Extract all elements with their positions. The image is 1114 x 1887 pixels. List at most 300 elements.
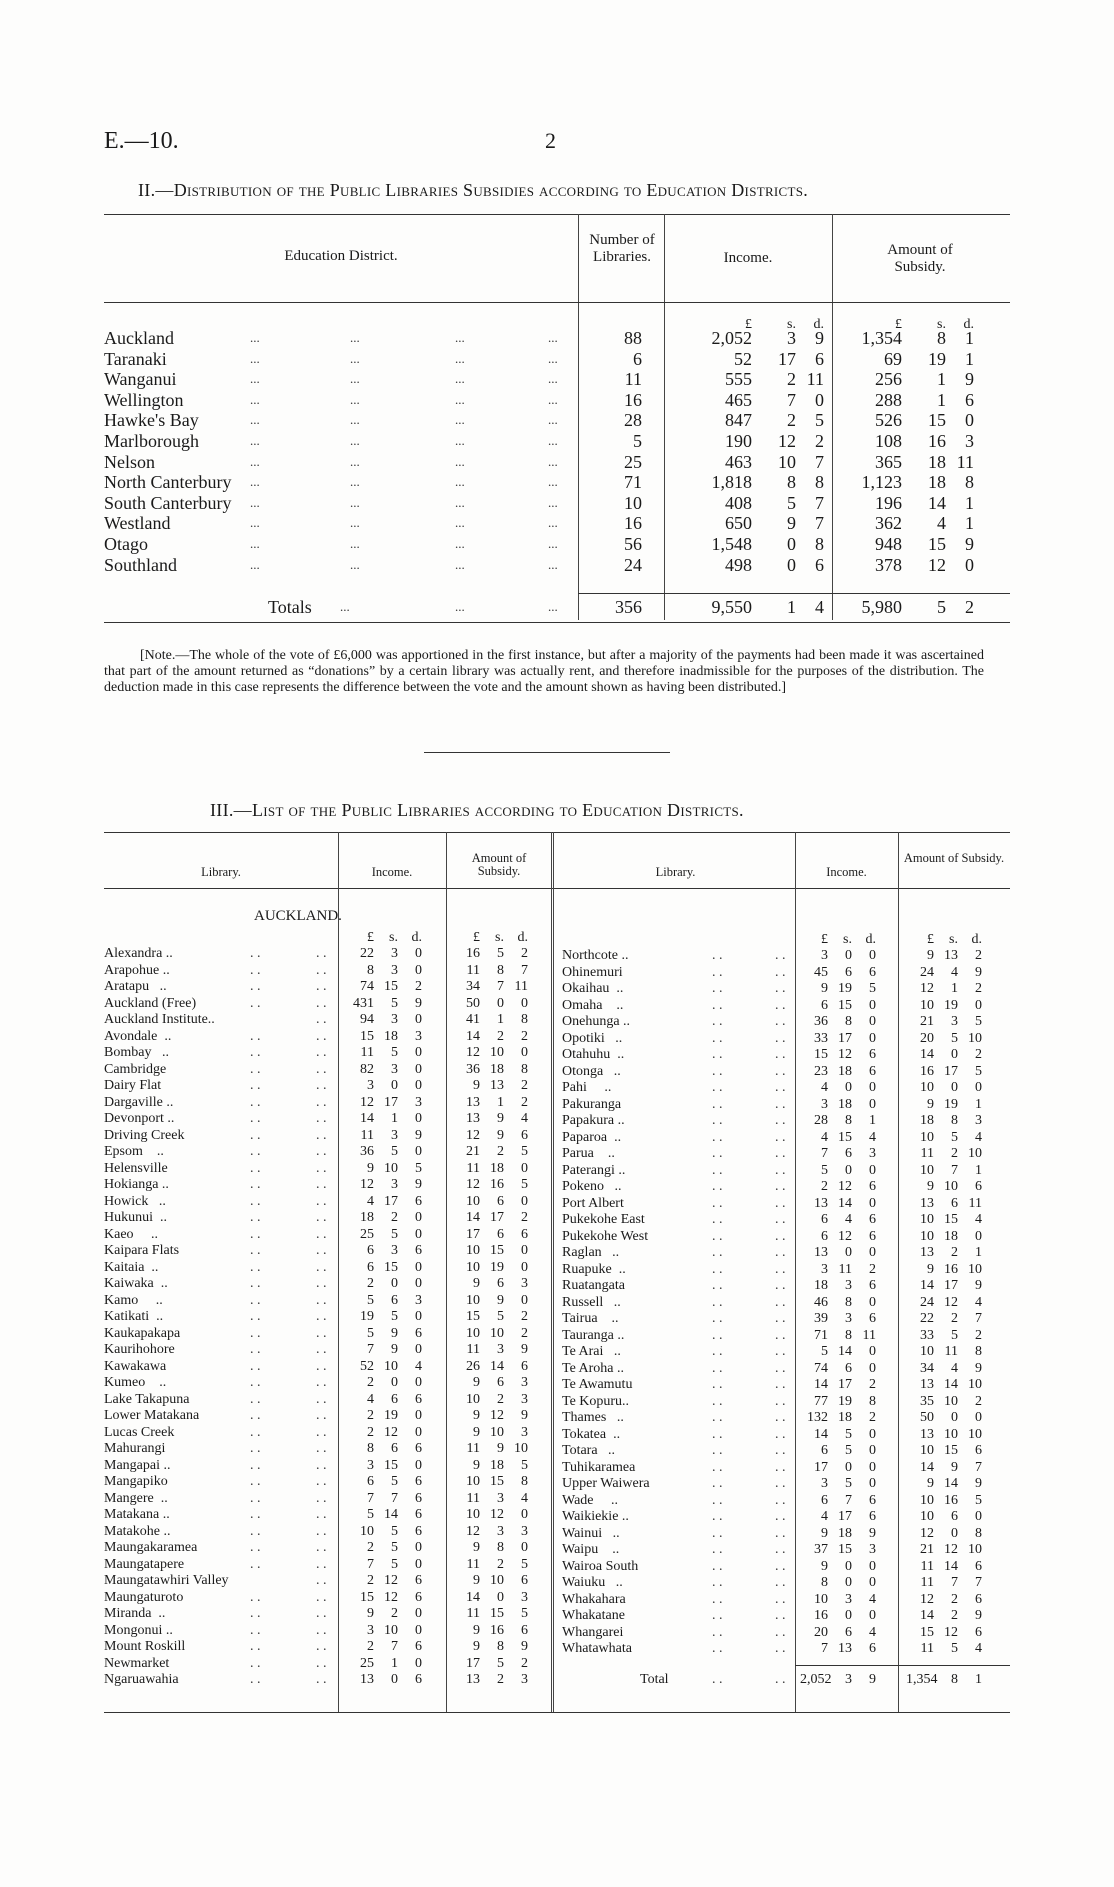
- library-name: Parua ..: [562, 1146, 615, 1161]
- subsidy-pence: 10: [968, 1542, 982, 1557]
- income-shillings: 5: [391, 1226, 398, 1242]
- leader-dots: . .: [712, 1245, 723, 1260]
- leader-dots: . .: [316, 1589, 327, 1605]
- income-pounds: 46: [814, 1294, 828, 1310]
- income-pounds: 3: [367, 1457, 374, 1473]
- library-name: Whakatane: [562, 1608, 625, 1623]
- subsidy-pence: 8: [975, 1344, 982, 1359]
- income-pounds: 9: [367, 1160, 374, 1176]
- subsidy-shillings: 17: [490, 1210, 504, 1225]
- table2-header-rule: [104, 302, 1010, 303]
- leader-dots: . .: [775, 1624, 786, 1640]
- leader-dots: . .: [775, 1047, 786, 1062]
- library-name: Whakahara: [562, 1591, 626, 1607]
- library-name: Alexandra ..: [104, 946, 173, 961]
- income-pence: 0: [869, 1360, 876, 1376]
- subsidy-unit-label: s.: [937, 317, 946, 332]
- subsidy-pence: 4: [521, 1111, 528, 1126]
- income-shillings: 6: [391, 1292, 398, 1308]
- leader-dots: ...: [350, 330, 360, 345]
- leader-dots: . .: [712, 1278, 723, 1293]
- leader-dots: . .: [712, 1129, 723, 1145]
- leader-dots: ...: [548, 453, 558, 469]
- income-shillings: 5: [391, 995, 398, 1011]
- subsidy-shillings: 13: [944, 948, 958, 963]
- income-pence: 5: [869, 981, 876, 996]
- income-pence: 4: [869, 1624, 876, 1640]
- subsidy-pounds: 9: [927, 948, 934, 963]
- income-pounds: 20: [814, 1624, 828, 1640]
- subsidy-pence: 6: [521, 1226, 528, 1242]
- subsidy-unit-label: £: [895, 317, 902, 332]
- subsidy-pounds: 365: [875, 451, 902, 472]
- table3-total-rule: [795, 1665, 1010, 1666]
- leader-dots: . .: [775, 1509, 786, 1524]
- leader-dots: . .: [316, 1061, 327, 1077]
- income-shillings: 9: [391, 1325, 398, 1341]
- income-shillings: 10: [384, 1358, 398, 1374]
- leader-dots: . .: [316, 1672, 327, 1687]
- subsidy-pounds: 11: [920, 1575, 934, 1590]
- income-shillings: 0: [845, 1459, 852, 1475]
- subsidy-shillings: 7: [951, 1162, 958, 1178]
- leader-dots: ...: [250, 494, 260, 510]
- unit-label: £: [367, 930, 374, 945]
- leader-dots: . .: [250, 1490, 261, 1506]
- income-pounds: 9: [821, 981, 828, 996]
- totals-income-pounds: 9,550: [711, 597, 752, 617]
- income-pounds: 2,052: [711, 328, 752, 348]
- library-name: Ruapuke ..: [562, 1261, 626, 1277]
- income-pence: 6: [415, 1441, 422, 1456]
- subsidy-shillings: 15: [490, 1606, 504, 1621]
- district-name: Southland: [104, 554, 178, 575]
- income-shillings: 15: [384, 979, 398, 994]
- income-shillings: 3: [845, 1591, 852, 1607]
- subsidy-pence: 6: [975, 1443, 982, 1458]
- table3-right-header-library: Library.: [655, 865, 696, 879]
- unit-label: £: [821, 932, 828, 947]
- subsidy-shillings: 9: [497, 1441, 504, 1456]
- library-count: 28: [624, 410, 642, 431]
- table-row: [0, 1542, 1114, 1558]
- income-shillings: 7: [391, 1490, 398, 1506]
- income-pence: 0: [415, 1556, 422, 1572]
- income-pence: 9: [415, 1177, 422, 1192]
- subsidy-pence: 4: [975, 1641, 982, 1656]
- subsidy-pence: 0: [521, 1540, 528, 1555]
- leader-dots: . .: [250, 1210, 261, 1225]
- subsidy-pence: 10: [514, 1441, 528, 1456]
- income-shillings: 0: [391, 1078, 398, 1093]
- subsidy-pounds: 10: [466, 1193, 480, 1209]
- income-pence: 0: [415, 1111, 422, 1126]
- table-row: [0, 1443, 1114, 1459]
- income-pence: 4: [869, 1591, 876, 1607]
- library-name: Papakura ..: [562, 1113, 625, 1128]
- leader-dots: ...: [350, 515, 360, 531]
- income-pounds: 14: [360, 1111, 374, 1126]
- income-shillings: 3: [845, 1311, 852, 1326]
- library-name: Matakana ..: [104, 1507, 170, 1522]
- subsidy-pounds: 10: [466, 1391, 480, 1407]
- leader-dots: . .: [712, 1030, 723, 1046]
- subsidy-pence: 6: [975, 1591, 982, 1607]
- table3-title-text: List of the Public Libraries according to Education Districts.: [251, 800, 744, 820]
- income-pence: 4: [869, 1129, 876, 1145]
- income-pence: 6: [869, 1212, 876, 1227]
- subsidy-pounds: 256: [875, 369, 902, 390]
- leader-dots: . .: [316, 1259, 327, 1275]
- total-income-pounds: 2,052: [800, 1672, 832, 1687]
- library-name: Tuhikaramea: [562, 1459, 636, 1475]
- table-row: [0, 1589, 1114, 1608]
- leader-dots: . .: [712, 1195, 723, 1211]
- income-shillings: 3: [391, 946, 398, 961]
- income-pence: 0: [415, 1276, 422, 1291]
- income-shillings: 2: [391, 1210, 398, 1225]
- income-shillings: 0: [845, 948, 852, 963]
- income-pounds: 15: [360, 1589, 374, 1605]
- leader-dots: . .: [250, 1028, 261, 1044]
- income-pounds: 1,818: [711, 472, 752, 493]
- subsidy-pounds: 13: [920, 1426, 934, 1442]
- library-count: 24: [624, 554, 642, 575]
- income-shillings: 19: [838, 981, 852, 996]
- library-name: Cambridge: [104, 1061, 167, 1077]
- leader-dots: . .: [250, 962, 261, 978]
- income-pounds: 463: [725, 451, 752, 472]
- subsidy-shillings: 14: [944, 1476, 958, 1491]
- subsidy-pounds: 14: [920, 1608, 934, 1623]
- subsidy-pence: 8: [521, 1474, 528, 1489]
- leader-dots: . .: [316, 1292, 327, 1308]
- income-unit-label: s.: [787, 317, 796, 332]
- subsidy-pence: 3: [521, 1672, 528, 1687]
- leader-dots: . .: [316, 1144, 327, 1159]
- table3-right-header-subsidy: Amount of Subsidy.: [903, 851, 1005, 865]
- subsidy-pounds: 9: [473, 1078, 480, 1093]
- leader-dots: . .: [250, 1177, 261, 1192]
- income-shillings: 0: [845, 1162, 852, 1178]
- leader-dots: ...: [350, 350, 360, 366]
- library-name: Bombay ..: [104, 1045, 169, 1060]
- table3-left-header-subsidy: Amount of Subsidy.: [471, 851, 527, 878]
- subsidy-pounds: 11: [466, 1490, 480, 1506]
- library-name: Lake Takapuna: [104, 1391, 190, 1407]
- leader-dots: . .: [316, 1078, 327, 1093]
- library-name: Ohinemuri: [562, 964, 623, 980]
- income-shillings: 14: [838, 1195, 852, 1211]
- leader-dots: . .: [316, 1375, 327, 1390]
- leader-dots: ...: [455, 330, 465, 345]
- income-pence: 7: [815, 513, 824, 534]
- income-shillings: 15: [384, 1457, 398, 1473]
- income-pence: 6: [815, 554, 824, 575]
- leader-dots: . .: [775, 1426, 786, 1442]
- subsidy-pounds: 14: [466, 1589, 480, 1605]
- subsidy-pounds: 17: [466, 1655, 480, 1671]
- income-pence: 6: [869, 1063, 876, 1079]
- income-pounds: 6: [821, 997, 828, 1013]
- table-row: [0, 1014, 1114, 1030]
- leader-dots: . .: [712, 1047, 723, 1062]
- subsidy-pence: 9: [975, 964, 982, 980]
- income-pounds: 6: [821, 1228, 828, 1244]
- leader-dots: ...: [250, 556, 260, 572]
- subsidy-pence: 9: [975, 1476, 982, 1491]
- leader-dots: . .: [775, 1591, 786, 1607]
- district-name: South Canterbury: [104, 492, 232, 513]
- income-pounds: 14: [814, 1426, 828, 1442]
- table-row: [0, 1259, 1114, 1278]
- leader-dots: ...: [250, 412, 260, 428]
- income-shillings: 10: [384, 1622, 398, 1638]
- subsidy-pence: 1: [965, 348, 974, 369]
- subsidy-pence: 3: [521, 1375, 528, 1390]
- income-shillings: 6: [845, 1146, 852, 1161]
- subsidy-shillings: 6: [497, 1193, 504, 1209]
- subsidy-pence: 8: [521, 1061, 528, 1077]
- subsidy-pounds: 526: [875, 410, 902, 431]
- income-pence: 6: [415, 1639, 422, 1654]
- income-pounds: 13: [814, 1245, 828, 1260]
- income-pence: 3: [415, 1292, 422, 1308]
- subsidy-shillings: 3: [951, 1014, 958, 1029]
- subsidy-pence: 0: [975, 1509, 982, 1524]
- subsidy-shillings: 14: [944, 1558, 958, 1574]
- leader-dots: . .: [250, 1144, 261, 1159]
- subsidy-shillings: 2: [951, 1591, 958, 1607]
- leader-dots: . .: [250, 1259, 261, 1275]
- subsidy-pounds: 12: [920, 981, 934, 996]
- subsidy-pounds: 22: [920, 1311, 934, 1326]
- subsidy-pence: 2: [521, 1078, 528, 1093]
- leader-dots: ...: [455, 536, 465, 551]
- subsidy-pounds: 15: [466, 1309, 480, 1324]
- library-name: Kaeo ..: [104, 1226, 159, 1242]
- library-name: Mahurangi: [104, 1441, 166, 1456]
- leader-dots: ...: [548, 391, 558, 407]
- table-row: [0, 493, 1114, 513]
- income-pounds: 8: [821, 1575, 828, 1590]
- subsidy-shillings: 3: [497, 1342, 504, 1357]
- income-pounds: 74: [360, 979, 374, 994]
- income-pounds: 9: [367, 1606, 374, 1621]
- library-name: Matakohe ..: [104, 1523, 171, 1539]
- library-name: Katikati ..: [104, 1309, 164, 1324]
- library-count: 16: [624, 389, 642, 410]
- table-row: [0, 1325, 1114, 1344]
- table-row: [0, 1146, 1114, 1162]
- subsidy-pence: 11: [956, 451, 974, 472]
- income-pence: 0: [869, 997, 876, 1013]
- subsidy-pence: 0: [975, 1228, 982, 1244]
- income-pence: 1: [869, 1113, 876, 1128]
- subsidy-pounds: 11: [466, 962, 480, 978]
- table-row: [0, 1608, 1114, 1624]
- subsidy-shillings: 0: [951, 1525, 958, 1541]
- subsidy-shillings: 9: [951, 1459, 958, 1475]
- subsidy-pence: 2: [521, 1210, 528, 1225]
- income-pounds: 8: [367, 962, 374, 978]
- subsidy-pence: 6: [521, 1573, 528, 1588]
- subsidy-shillings: 2: [951, 1146, 958, 1161]
- subsidy-pence: 2: [521, 1309, 528, 1324]
- income-pounds: 408: [725, 492, 752, 513]
- subsidy-pounds: 21: [920, 1542, 934, 1557]
- subsidy-pence: 2: [521, 1655, 528, 1671]
- income-shillings: 17: [384, 1193, 398, 1209]
- library-name: Newmarket: [104, 1655, 170, 1671]
- income-shillings: 1: [391, 1111, 398, 1126]
- table2-header-income: Income.: [723, 250, 773, 266]
- library-name: Te Aroha ..: [562, 1360, 625, 1376]
- leader-dots: ...: [350, 453, 360, 469]
- income-pence: 0: [415, 1144, 422, 1159]
- leader-dots: . .: [250, 1655, 261, 1671]
- income-pounds: 6: [367, 1474, 374, 1489]
- district-name: Otago: [104, 534, 148, 554]
- income-shillings: 12: [778, 431, 796, 451]
- income-pounds: 52: [360, 1358, 374, 1374]
- total-row: [0, 1672, 1114, 1688]
- table2-top-rule: [104, 214, 1010, 215]
- subsidy-shillings: 8: [497, 1540, 504, 1555]
- income-shillings: 4: [845, 1212, 852, 1227]
- totals-number: 356: [615, 597, 642, 617]
- subsidy-shillings: 2: [951, 1245, 958, 1260]
- subsidy-shillings: 15: [490, 1243, 504, 1258]
- leader-dots: . .: [316, 1210, 327, 1225]
- library-name: Auckland (Free): [104, 995, 197, 1011]
- income-shillings: 3: [787, 328, 796, 348]
- subsidy-shillings: 16: [490, 1177, 504, 1192]
- leader-dots: ...: [455, 494, 465, 510]
- subsidy-shillings: 14: [490, 1358, 504, 1374]
- leader-dots: . .: [250, 1094, 261, 1110]
- leader-dots: . .: [775, 1311, 786, 1326]
- table-row: [0, 1292, 1114, 1311]
- subsidy-shillings: 10: [944, 1179, 958, 1194]
- leader-dots: ...: [455, 515, 465, 531]
- subsidy-pence: 2: [975, 1393, 982, 1409]
- income-pence: 0: [869, 948, 876, 963]
- income-shillings: 15: [838, 1129, 852, 1145]
- income-shillings: 14: [838, 1344, 852, 1359]
- library-name: Kumeo ..: [104, 1375, 167, 1390]
- leader-dots: ...: [250, 433, 260, 448]
- income-pounds: 190: [725, 431, 752, 451]
- subsidy-shillings: 15: [928, 534, 946, 554]
- income-pence: 9: [415, 995, 422, 1011]
- leader-dots: . .: [775, 1195, 786, 1211]
- subsidy-pence: 5: [521, 1177, 528, 1192]
- subsidy-pounds: 16: [466, 946, 480, 961]
- income-shillings: 17: [778, 348, 796, 369]
- leader-dots: . .: [250, 1160, 261, 1176]
- income-shillings: 3: [391, 1012, 398, 1027]
- subsidy-pounds: 20: [920, 1030, 934, 1046]
- subsidy-shillings: 10: [944, 1426, 958, 1442]
- subsidy-pence: 5: [975, 1492, 982, 1508]
- units-row: [0, 932, 1114, 948]
- subsidy-pence: 5: [521, 1457, 528, 1473]
- leader-dots: . .: [250, 1078, 261, 1093]
- subsidy-shillings: 5: [951, 1641, 958, 1656]
- leader-dots: . .: [250, 1193, 261, 1209]
- district-name: North Canterbury: [104, 472, 232, 493]
- income-pounds: 37: [814, 1542, 828, 1557]
- income-pence: 0: [415, 1408, 422, 1423]
- income-pounds: 12: [360, 1094, 374, 1110]
- income-pence: 0: [869, 1476, 876, 1491]
- table2-bottom-rule: [104, 622, 1010, 623]
- district-heading: AUCKLAND.: [254, 908, 342, 924]
- income-pence: 2: [869, 1410, 876, 1425]
- leader-dots: . .: [775, 1608, 786, 1623]
- subsidy-shillings: 5: [497, 1655, 504, 1671]
- income-shillings: 0: [845, 1080, 852, 1095]
- leader-dots: ...: [250, 474, 260, 490]
- library-name: Northcote ..: [562, 948, 629, 963]
- leader-dots: . .: [775, 1443, 786, 1458]
- income-pounds: 5: [367, 1325, 374, 1341]
- leader-dots: . .: [712, 1443, 723, 1458]
- library-name: Maungatapere: [104, 1556, 185, 1572]
- subsidy-pence: 4: [521, 1490, 528, 1506]
- leader-dots: . .: [712, 1162, 723, 1178]
- library-count: 71: [624, 472, 642, 493]
- leader-dots: . .: [775, 964, 786, 980]
- subsidy-shillings: 8: [951, 1113, 958, 1128]
- subsidy-pence: 5: [975, 1014, 982, 1029]
- income-pence: 0: [415, 1210, 422, 1225]
- income-pence: 6: [415, 1391, 422, 1407]
- income-shillings: 0: [845, 1575, 852, 1590]
- table-row: [0, 1641, 1114, 1657]
- library-name: Omaha ..: [562, 997, 624, 1013]
- table-row: [0, 349, 1114, 369]
- income-shillings: 18: [838, 1525, 852, 1541]
- leader-dots: . .: [250, 1111, 261, 1126]
- subsidy-pence: 9: [521, 1342, 528, 1357]
- library-count: 6: [633, 348, 642, 369]
- library-name: Helensville: [104, 1160, 168, 1176]
- leader-dots: . .: [250, 1507, 261, 1522]
- library-name: Maungakaramea: [104, 1540, 198, 1555]
- leader-dots: . .: [250, 1540, 261, 1555]
- leader-dots: . .: [712, 1575, 723, 1590]
- table-row: [0, 1113, 1114, 1129]
- leader-dots: . .: [316, 1276, 327, 1291]
- subsidy-pence: 11: [514, 979, 528, 994]
- income-shillings: 9: [787, 513, 796, 534]
- subsidy-shillings: 2: [497, 1672, 504, 1687]
- document-code: E.—10.: [104, 128, 179, 154]
- subsidy-pounds: 378: [875, 554, 902, 575]
- leader-dots: ...: [548, 515, 558, 531]
- subsidy-pounds: 9: [927, 1476, 934, 1491]
- subsidy-pounds: 24: [920, 964, 934, 980]
- subsidy-pounds: 11: [920, 1641, 934, 1656]
- subsidy-pence: 8: [965, 472, 974, 493]
- subsidy-pounds: 16: [920, 1063, 934, 1079]
- library-name: Pakuranga: [562, 1096, 622, 1112]
- leader-dots: ...: [548, 433, 558, 448]
- income-pence: 0: [415, 1012, 422, 1027]
- leader-dots: . .: [775, 1162, 786, 1178]
